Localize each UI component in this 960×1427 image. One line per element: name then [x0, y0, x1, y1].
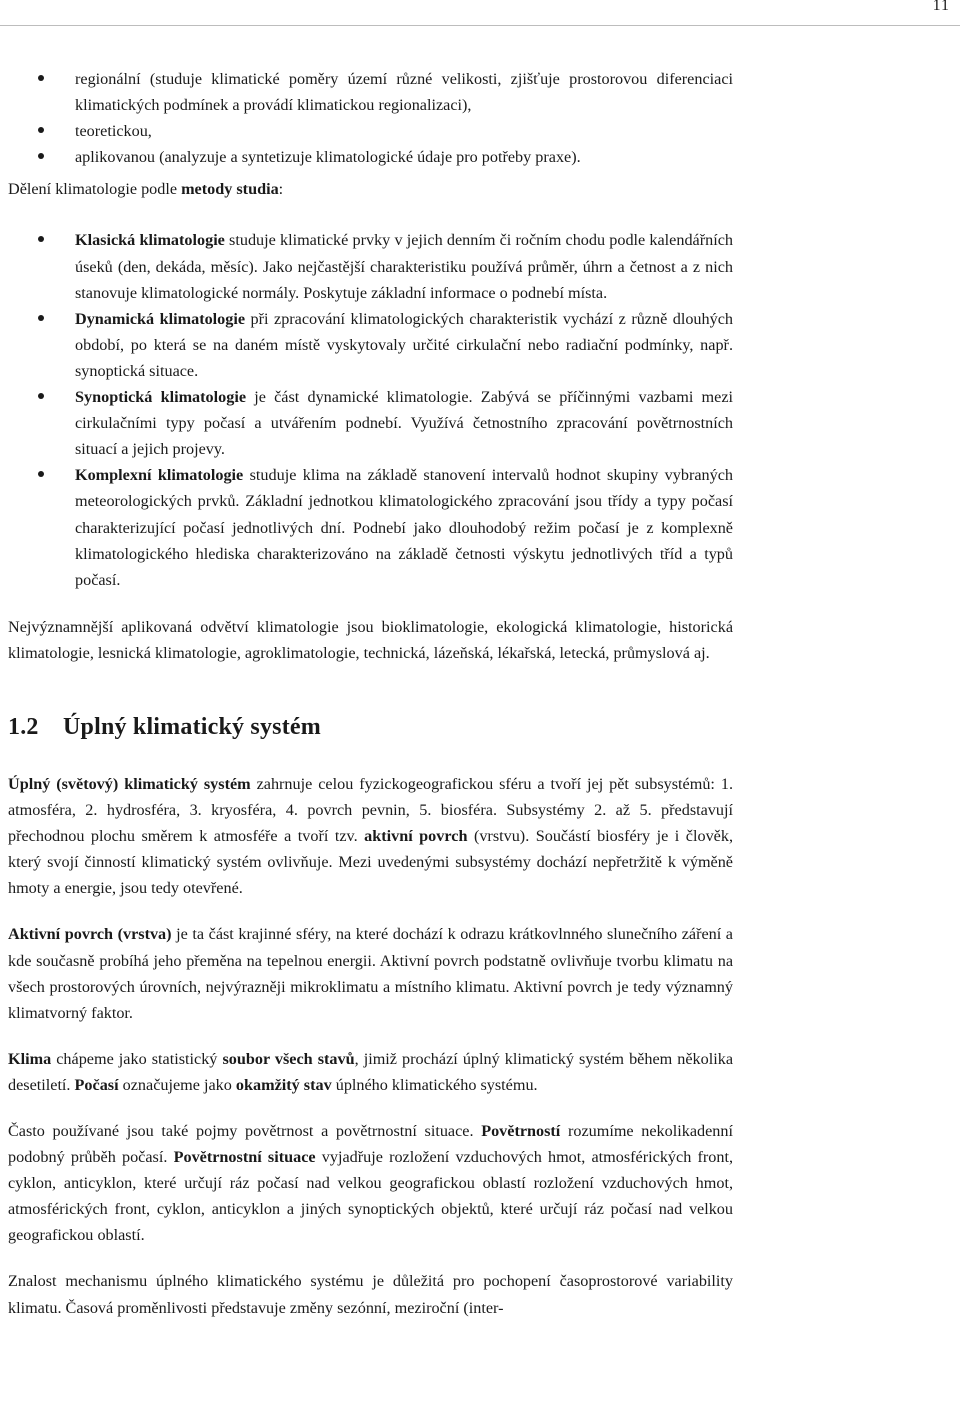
bullet-icon	[38, 315, 44, 321]
paragraph-climate-system: Úplný (světový) klimatický systém zahrnuje celou fyzickogeografickou sféru a tvoří jej pět subsystémů: 1. atmosféra, 2. hydrosféra, 3. kryosféra, 4. povrch pevnin, 5. biosféra. Subsystémy 2. až 5. představují přechodnou plochu směrem k atmosféře a tvoří tzv. aktivní povrch (vrstvu). Součástí biosféry je i člověk, který svojí činností klimatický systém ovlivňuje. Mezi uvedenými subsystémy dochází nepřetržitě k výměně hmoty a energie, jsou tedy otevřené.	[8, 774, 733, 898]
list-item: aplikovanou (analyzuje a syntetizuje klimatologické údaje pro potřeby praxe).	[8, 144, 733, 170]
paragraph-variability: Znalost mechanismu úplného klimatického systému je důležitá pro pochopení časoprostorové variability klimatu. Časová proměnlivosti představuje změny sezónní, meziroční (inter-	[8, 1272, 733, 1317]
bullet-icon	[38, 153, 44, 159]
list-item: regionální (studuje klimatické poměry území různé velikosti, zjišťuje prostorovou diferenciaci klimatických podmínek a provádí klimatickou regionalizaci),	[8, 66, 733, 118]
header-rule	[0, 25, 960, 26]
applied-branches-paragraph: Nejvýznamnější aplikovaná odvětví klimatologie jsou bioklimatologie, ekologická klimatologie, historická klimatologie, lesnická klimatologie, agroklimatologie, technická, lázeňská, lékařská, letecká, průmyslová aj.	[8, 617, 733, 662]
paragraph-weather-situation: Často používané jsou také pojmy povětrnost a povětrnostní situace. Povětrností rozumíme nekolikadenní podobný průběh počasí. Povětrnostní situace vyjadřuje rozložení vzduchových hmot, atmosférických front, cyklon, anticyklon, které určují ráz počasí nad velkou geografickou oblastí rozložení vzduchových hmot, atmosférických front, cyklon, anticyklon a jiných synoptických objektů, které určují ráz počasí nad velkou geografickou oblastí.	[8, 1122, 733, 1245]
list-item: Synoptická klimatologie je část dynamické klimatologie. Zabývá se příčinnými vazbami mezi cirkulačními typy počasí a utvářením podnebí. Využívá četnostního zpracování povětrnostních situací a jejich projevy.	[8, 384, 733, 462]
list-item: Klasická klimatologie studuje klimatické prvky v jejich denním či ročním chodu podle kalendářních úseků (den, dekáda, měsíc). Jako nejčastější charakteristiku používá průměr, úhrn a četnost a z nich stanovuje klimatologické normály. Poskytuje základní informace o podnebí místa.	[8, 227, 733, 305]
list-item: Komplexní klimatologie studuje klima na základě stanovení intervalů hodnot skupiny vybraných meteorologických prvků. Základní jednotkou klimatologického zpracování jsou třídy a typy počasí charakterizující počasí jednotlivých dní. Podnebí jako dlouhodobý režim počasí je z komplexně klimatologického hlediska charakterizováno na základě četnosti výskytu jednotlivých tříd a typů počasí.	[8, 462, 733, 592]
section-heading	[8, 712, 733, 742]
section-title: Úplný klimatický systém	[63, 713, 321, 740]
list-item: Dynamická klimatologie při zpracování klimatologických charakteristik vychází z různě dlouhých období, po která se na daném místě vyskytovaly určité cirkulační nebo radiační podmínky, např. synoptická situace.	[8, 306, 733, 384]
bullet-icon	[38, 471, 44, 477]
list-item: teoretickou,	[8, 118, 733, 144]
section-number: 1.2	[8, 713, 39, 740]
division-lead: Dělení klimatologie podle metody studia:	[8, 180, 284, 199]
page-body	[8, 66, 733, 1321]
study-type-list	[8, 66, 733, 170]
paragraph-climate-weather: Klima chápeme jako statistický soubor všech stavů, jimiž prochází úplný klimatický systém během několika desetiletí. Počasí označujeme jako okamžitý stav úplného klimatického systému.	[8, 1049, 734, 1094]
page-number: 11	[932, 0, 950, 14]
method-list	[8, 227, 733, 592]
bullet-icon	[38, 236, 44, 242]
bullet-icon	[38, 393, 44, 399]
bullet-icon	[38, 75, 44, 81]
paragraph-active-surface: Aktivní povrch (vrstva) je ta část krajinné sféry, na které dochází k odrazu krátkovlnného slunečního záření a kde současně probíhá jeho přeměna na tepelnou energii. Aktivní povrch podstatně ovlivňuje tvorbu klimatu na všech prostorových úrovních, nejvýrazněji mikroklimatu a místního klimatu. Aktivní povrch je tedy významný klimatvorný faktor.	[8, 925, 733, 1022]
bullet-icon	[38, 127, 44, 133]
